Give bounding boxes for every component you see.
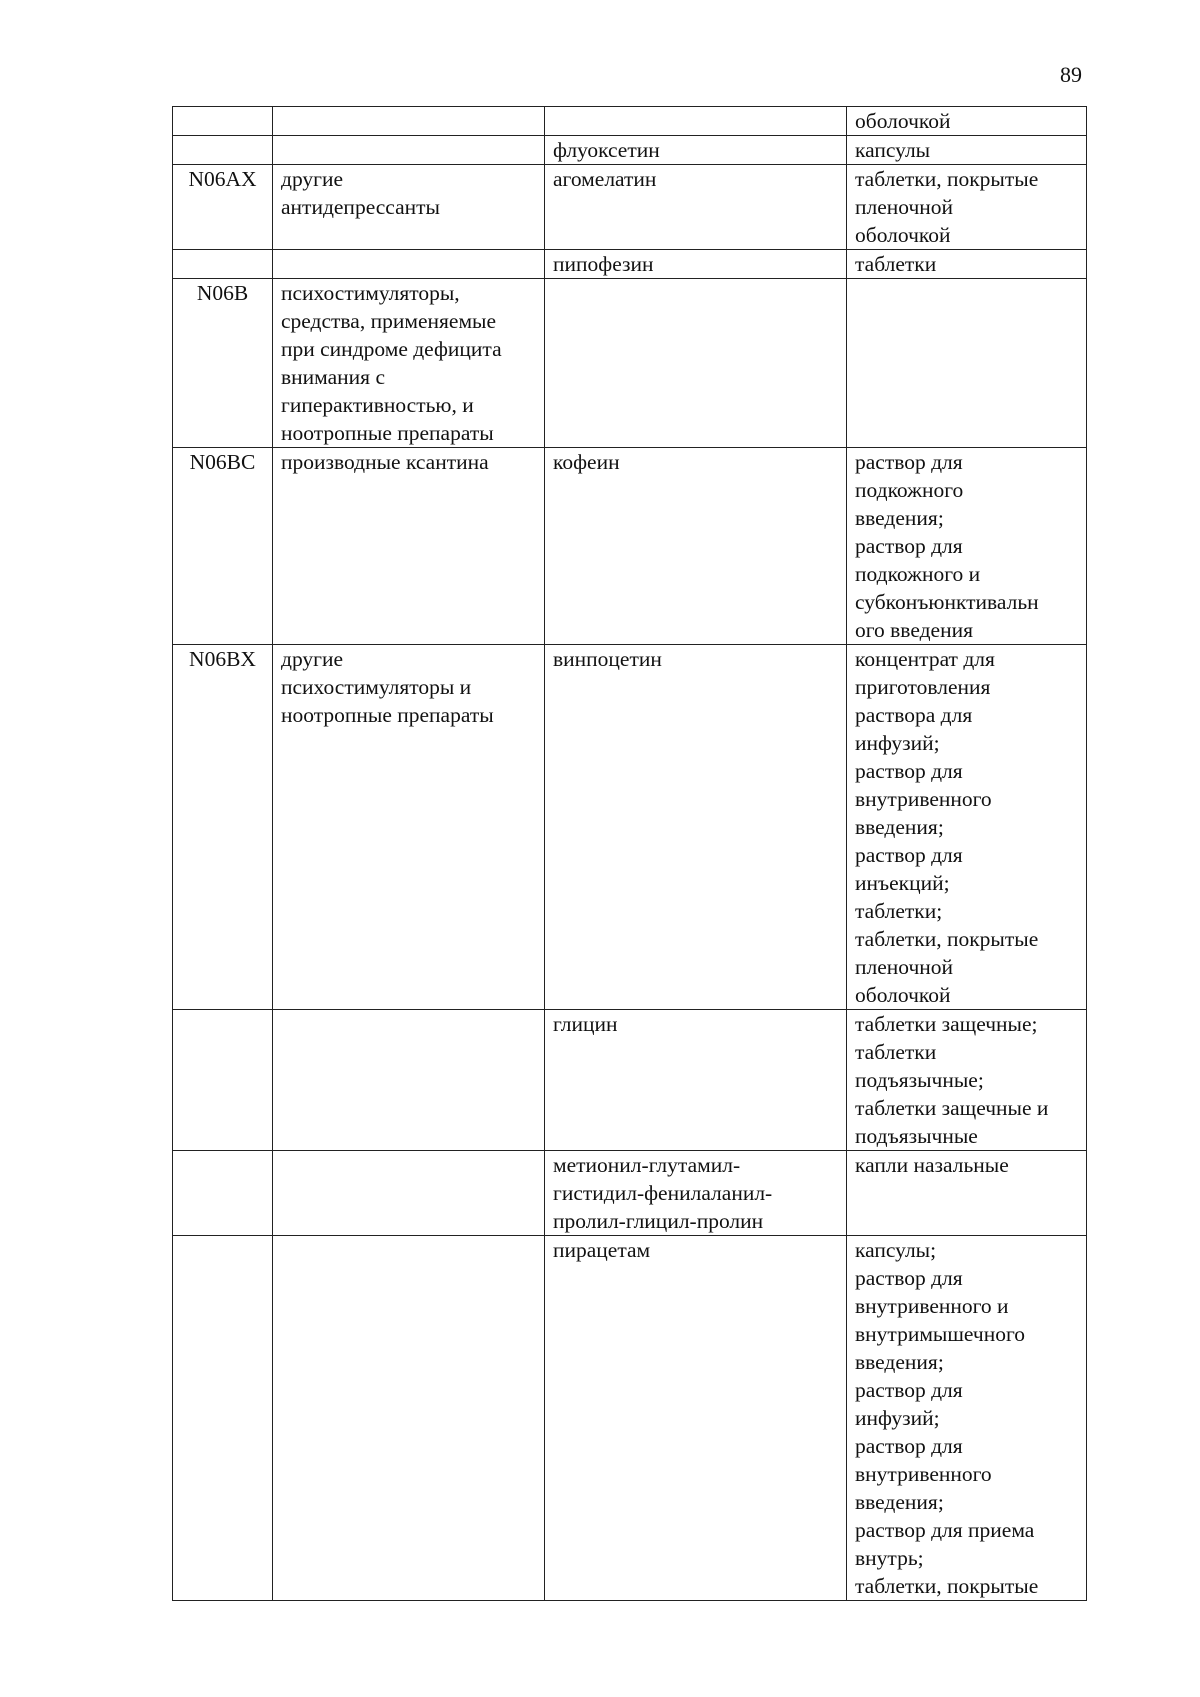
- cell-line: приготовления: [855, 675, 991, 699]
- atc-code-cell: N06BC: [173, 448, 273, 645]
- cell-line: ого введения: [855, 618, 973, 642]
- dosage-forms-cell: [847, 107, 1087, 136]
- pharmacological-group-cell: [273, 136, 545, 165]
- table-row: [173, 1010, 1087, 1151]
- table-row: [173, 448, 1087, 645]
- cell-lines: [855, 448, 1078, 644]
- dosage-forms-cell: [847, 1151, 1087, 1236]
- cell-lines: [855, 136, 1078, 164]
- pharmacological-group-cell: [273, 645, 545, 1010]
- cell-lines: [281, 645, 536, 729]
- cell-line: раствор для: [855, 759, 963, 783]
- table-row: [173, 1236, 1087, 1601]
- cell-lines: [553, 645, 838, 673]
- table-body: [173, 107, 1087, 1601]
- cell-lines: [553, 1010, 838, 1038]
- cell-line: флуоксетин: [553, 138, 660, 162]
- cell-line: концентрат для: [855, 647, 995, 671]
- drug-name-cell: [545, 448, 847, 645]
- cell-line: введения;: [855, 506, 944, 530]
- cell-line: введения;: [855, 815, 944, 839]
- cell-line: раствор для: [855, 534, 963, 558]
- cell-line: внутрь;: [855, 1546, 924, 1570]
- cell-line: инъекций;: [855, 871, 950, 895]
- cell-line: пленочной: [855, 195, 954, 219]
- dosage-forms-cell: [847, 1236, 1087, 1601]
- cell-line: оболочкой: [855, 983, 951, 1007]
- drug-name-cell: [545, 136, 847, 165]
- dosage-forms-cell: [847, 136, 1087, 165]
- cell-line: внутривенного: [855, 1462, 992, 1486]
- atc-code-cell: N06BX: [173, 645, 273, 1010]
- medication-table: [172, 106, 1087, 1601]
- cell-line: антидепрессанты: [281, 195, 441, 219]
- cell-line: таблетки, покрытые: [855, 927, 1039, 951]
- cell-line: раствор для приема: [855, 1518, 1035, 1542]
- cell-line: внутривенного и: [855, 1294, 1009, 1318]
- cell-line: раствор для: [855, 843, 963, 867]
- cell-lines: [855, 645, 1078, 1009]
- cell-lines: [553, 165, 838, 193]
- cell-line: капсулы: [855, 138, 931, 162]
- table-row: [173, 279, 1087, 448]
- dosage-forms-cell: [847, 250, 1087, 279]
- cell-lines: [855, 1010, 1078, 1150]
- cell-lines: [855, 1236, 1078, 1600]
- cell-line: подкожного и: [855, 562, 981, 586]
- cell-lines: [855, 1151, 1078, 1179]
- cell-line: раствор для: [855, 1266, 963, 1290]
- cell-line: ноотропные препараты: [281, 421, 494, 445]
- cell-line: оболочкой: [855, 223, 951, 247]
- cell-line: другие: [281, 167, 344, 191]
- page-number: 89: [1060, 62, 1082, 87]
- cell-line: введения;: [855, 1350, 944, 1374]
- cell-line: пленочной: [855, 955, 954, 979]
- cell-line: пролил-глицил-пролин: [553, 1209, 764, 1233]
- dosage-forms-cell: [847, 165, 1087, 250]
- table-row: [173, 107, 1087, 136]
- cell-line: психостимуляторы,: [281, 281, 460, 305]
- atc-code-cell: [173, 250, 273, 279]
- atc-code-cell: [173, 136, 273, 165]
- table-row: [173, 645, 1087, 1010]
- dosage-forms-cell: [847, 448, 1087, 645]
- drug-name-cell: [545, 250, 847, 279]
- cell-line: подъязычные;: [855, 1068, 984, 1092]
- pharmacological-group-cell: [273, 1151, 545, 1236]
- cell-line: капли назальные: [855, 1153, 1009, 1177]
- cell-line: субконъюнктивальн: [855, 590, 1039, 614]
- cell-line: пирацетам: [553, 1238, 651, 1262]
- cell-line: метионил-глутамил-: [553, 1153, 741, 1177]
- table-row: [173, 136, 1087, 165]
- cell-lines: [553, 1151, 838, 1235]
- cell-lines: [553, 1236, 838, 1264]
- cell-line: внутривенного: [855, 787, 992, 811]
- pharmacological-group-cell: [273, 250, 545, 279]
- cell-line: таблетки, покрытые: [855, 1574, 1039, 1598]
- atc-code-cell: [173, 107, 273, 136]
- cell-lines: [281, 279, 536, 447]
- pharmacological-group-cell: [273, 1236, 545, 1601]
- cell-line: кофеин: [553, 450, 620, 474]
- dosage-forms-cell: [847, 1010, 1087, 1151]
- cell-line: подкожного: [855, 478, 964, 502]
- pharmacological-group-cell: [273, 1010, 545, 1151]
- table-row: [173, 1151, 1087, 1236]
- table-row: [173, 250, 1087, 279]
- cell-lines: [553, 250, 838, 278]
- cell-line: таблетки, покрытые: [855, 167, 1039, 191]
- cell-line: оболочкой: [855, 109, 951, 133]
- pharmacological-group-cell: [273, 279, 545, 448]
- pharmacological-group-cell: [273, 107, 545, 136]
- atc-code-cell: [173, 1236, 273, 1601]
- cell-line: производные ксантина: [281, 450, 489, 474]
- cell-line: ноотропные препараты: [281, 703, 494, 727]
- atc-code-cell: N06AX: [173, 165, 273, 250]
- cell-line: капсулы;: [855, 1238, 937, 1262]
- drug-name-cell: [545, 645, 847, 1010]
- cell-line: психостимуляторы и: [281, 675, 472, 699]
- cell-line: раствор для: [855, 1378, 963, 1402]
- cell-line: инфузий;: [855, 731, 940, 755]
- cell-lines: [855, 250, 1078, 278]
- cell-lines: [281, 448, 536, 476]
- drug-name-cell: [545, 165, 847, 250]
- atc-code-cell: N06B: [173, 279, 273, 448]
- drug-name-cell: [545, 1151, 847, 1236]
- drug-name-cell: [545, 279, 847, 448]
- cell-line: винпоцетин: [553, 647, 662, 671]
- cell-lines: [553, 448, 838, 476]
- atc-code-cell: [173, 1010, 273, 1151]
- cell-line: таблетки: [855, 1040, 937, 1064]
- cell-line: раствор для: [855, 1434, 963, 1458]
- drug-name-cell: [545, 1236, 847, 1601]
- pharmacological-group-cell: [273, 165, 545, 250]
- cell-line: внимания с: [281, 365, 385, 389]
- cell-line: средства, применяемые: [281, 309, 497, 333]
- cell-line: при синдроме дефицита: [281, 337, 502, 361]
- cell-lines: [855, 165, 1078, 249]
- cell-line: таблетки: [855, 252, 937, 276]
- cell-line: раствора для: [855, 703, 973, 727]
- dosage-forms-cell: [847, 279, 1087, 448]
- dosage-forms-cell: [847, 645, 1087, 1010]
- cell-line: агомелатин: [553, 167, 657, 191]
- cell-line: таблетки защечные и: [855, 1096, 1049, 1120]
- drug-name-cell: [545, 107, 847, 136]
- pharmacological-group-cell: [273, 448, 545, 645]
- cell-line: подъязычные: [855, 1124, 978, 1148]
- cell-line: гистидил-фенилаланил-: [553, 1181, 773, 1205]
- cell-line: внутримышечного: [855, 1322, 1026, 1346]
- cell-line: гиперактивностью, и: [281, 393, 474, 417]
- atc-code-cell: [173, 1151, 273, 1236]
- cell-lines: [855, 107, 1078, 135]
- cell-line: глицин: [553, 1012, 618, 1036]
- cell-line: таблетки;: [855, 899, 943, 923]
- cell-line: пипофезин: [553, 252, 654, 276]
- cell-lines: [281, 165, 536, 221]
- table-row: [173, 165, 1087, 250]
- cell-line: другие: [281, 647, 344, 671]
- drug-name-cell: [545, 1010, 847, 1151]
- cell-line: раствор для: [855, 450, 963, 474]
- cell-line: введения;: [855, 1490, 944, 1514]
- cell-line: таблетки защечные;: [855, 1012, 1038, 1036]
- cell-line: инфузий;: [855, 1406, 940, 1430]
- cell-lines: [553, 136, 838, 164]
